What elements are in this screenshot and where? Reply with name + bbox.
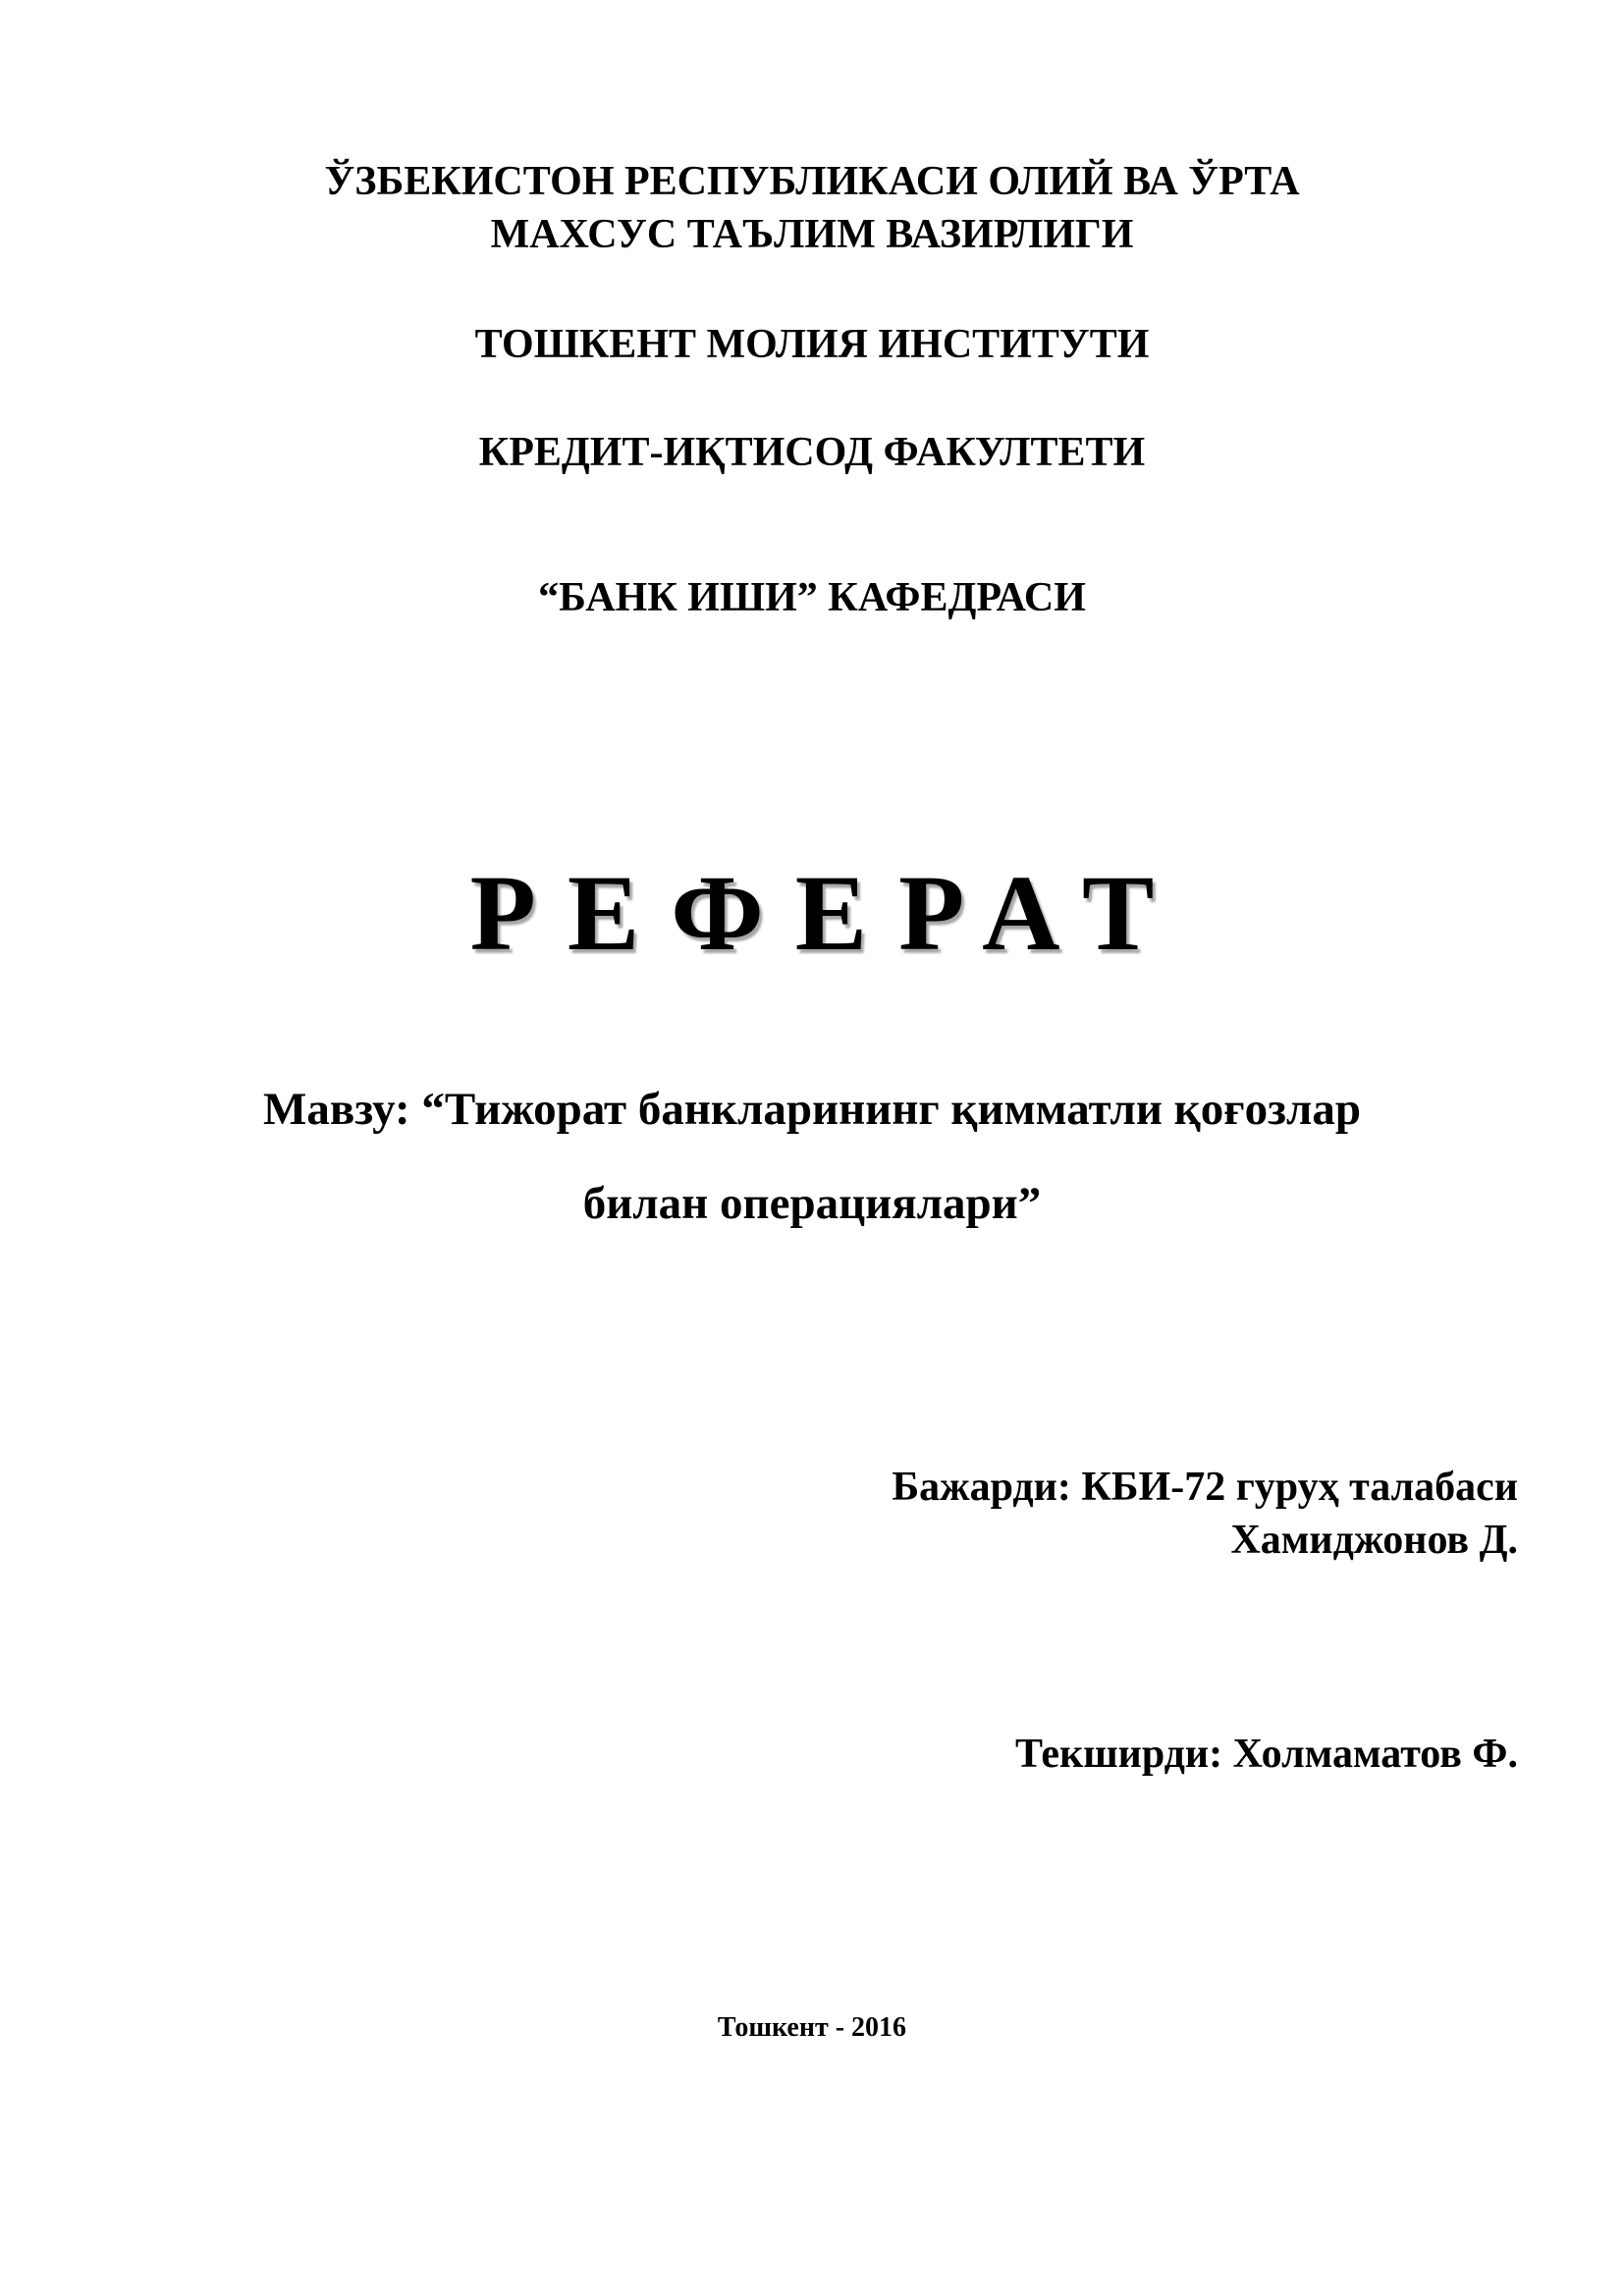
ministry-line-2: МАХСУС ТАЪЛИМ ВАЗИРЛИГИ [490, 212, 1134, 257]
ministry-line-1: ЎЗБЕКИСТОН РЕСПУБЛИКАСИ ОЛИЙ ВА ЎРТА [324, 159, 1300, 204]
institute-name: ТОШКЕНТ МОЛИЯ ИНСТИТУТИ [474, 322, 1150, 367]
document-type-title: РЕФЕРАТ [469, 853, 1186, 973]
footer-city-year: Тошкент - 2016 [717, 2012, 907, 2043]
faculty-name: КРЕДИТ-ИҚТИСОД ФАКУЛТЕТИ [478, 430, 1146, 475]
author-line-1: Бажарди: КБИ-72 гуруҳ талабаси [892, 1465, 1518, 1510]
topic-line-1: Мавзу: “Тижорат банкларининг қимматли қоғозлар [262, 1084, 1362, 1135]
topic-line-2: билан операциялари” [582, 1178, 1042, 1229]
department-name: “БАНК ИШИ” КАФЕДРАСИ [538, 575, 1086, 620]
reviewer-line: Текширди: Холмаматов Ф. [1014, 1732, 1518, 1777]
author-line-2: Хамиджонов Д. [1230, 1518, 1518, 1563]
